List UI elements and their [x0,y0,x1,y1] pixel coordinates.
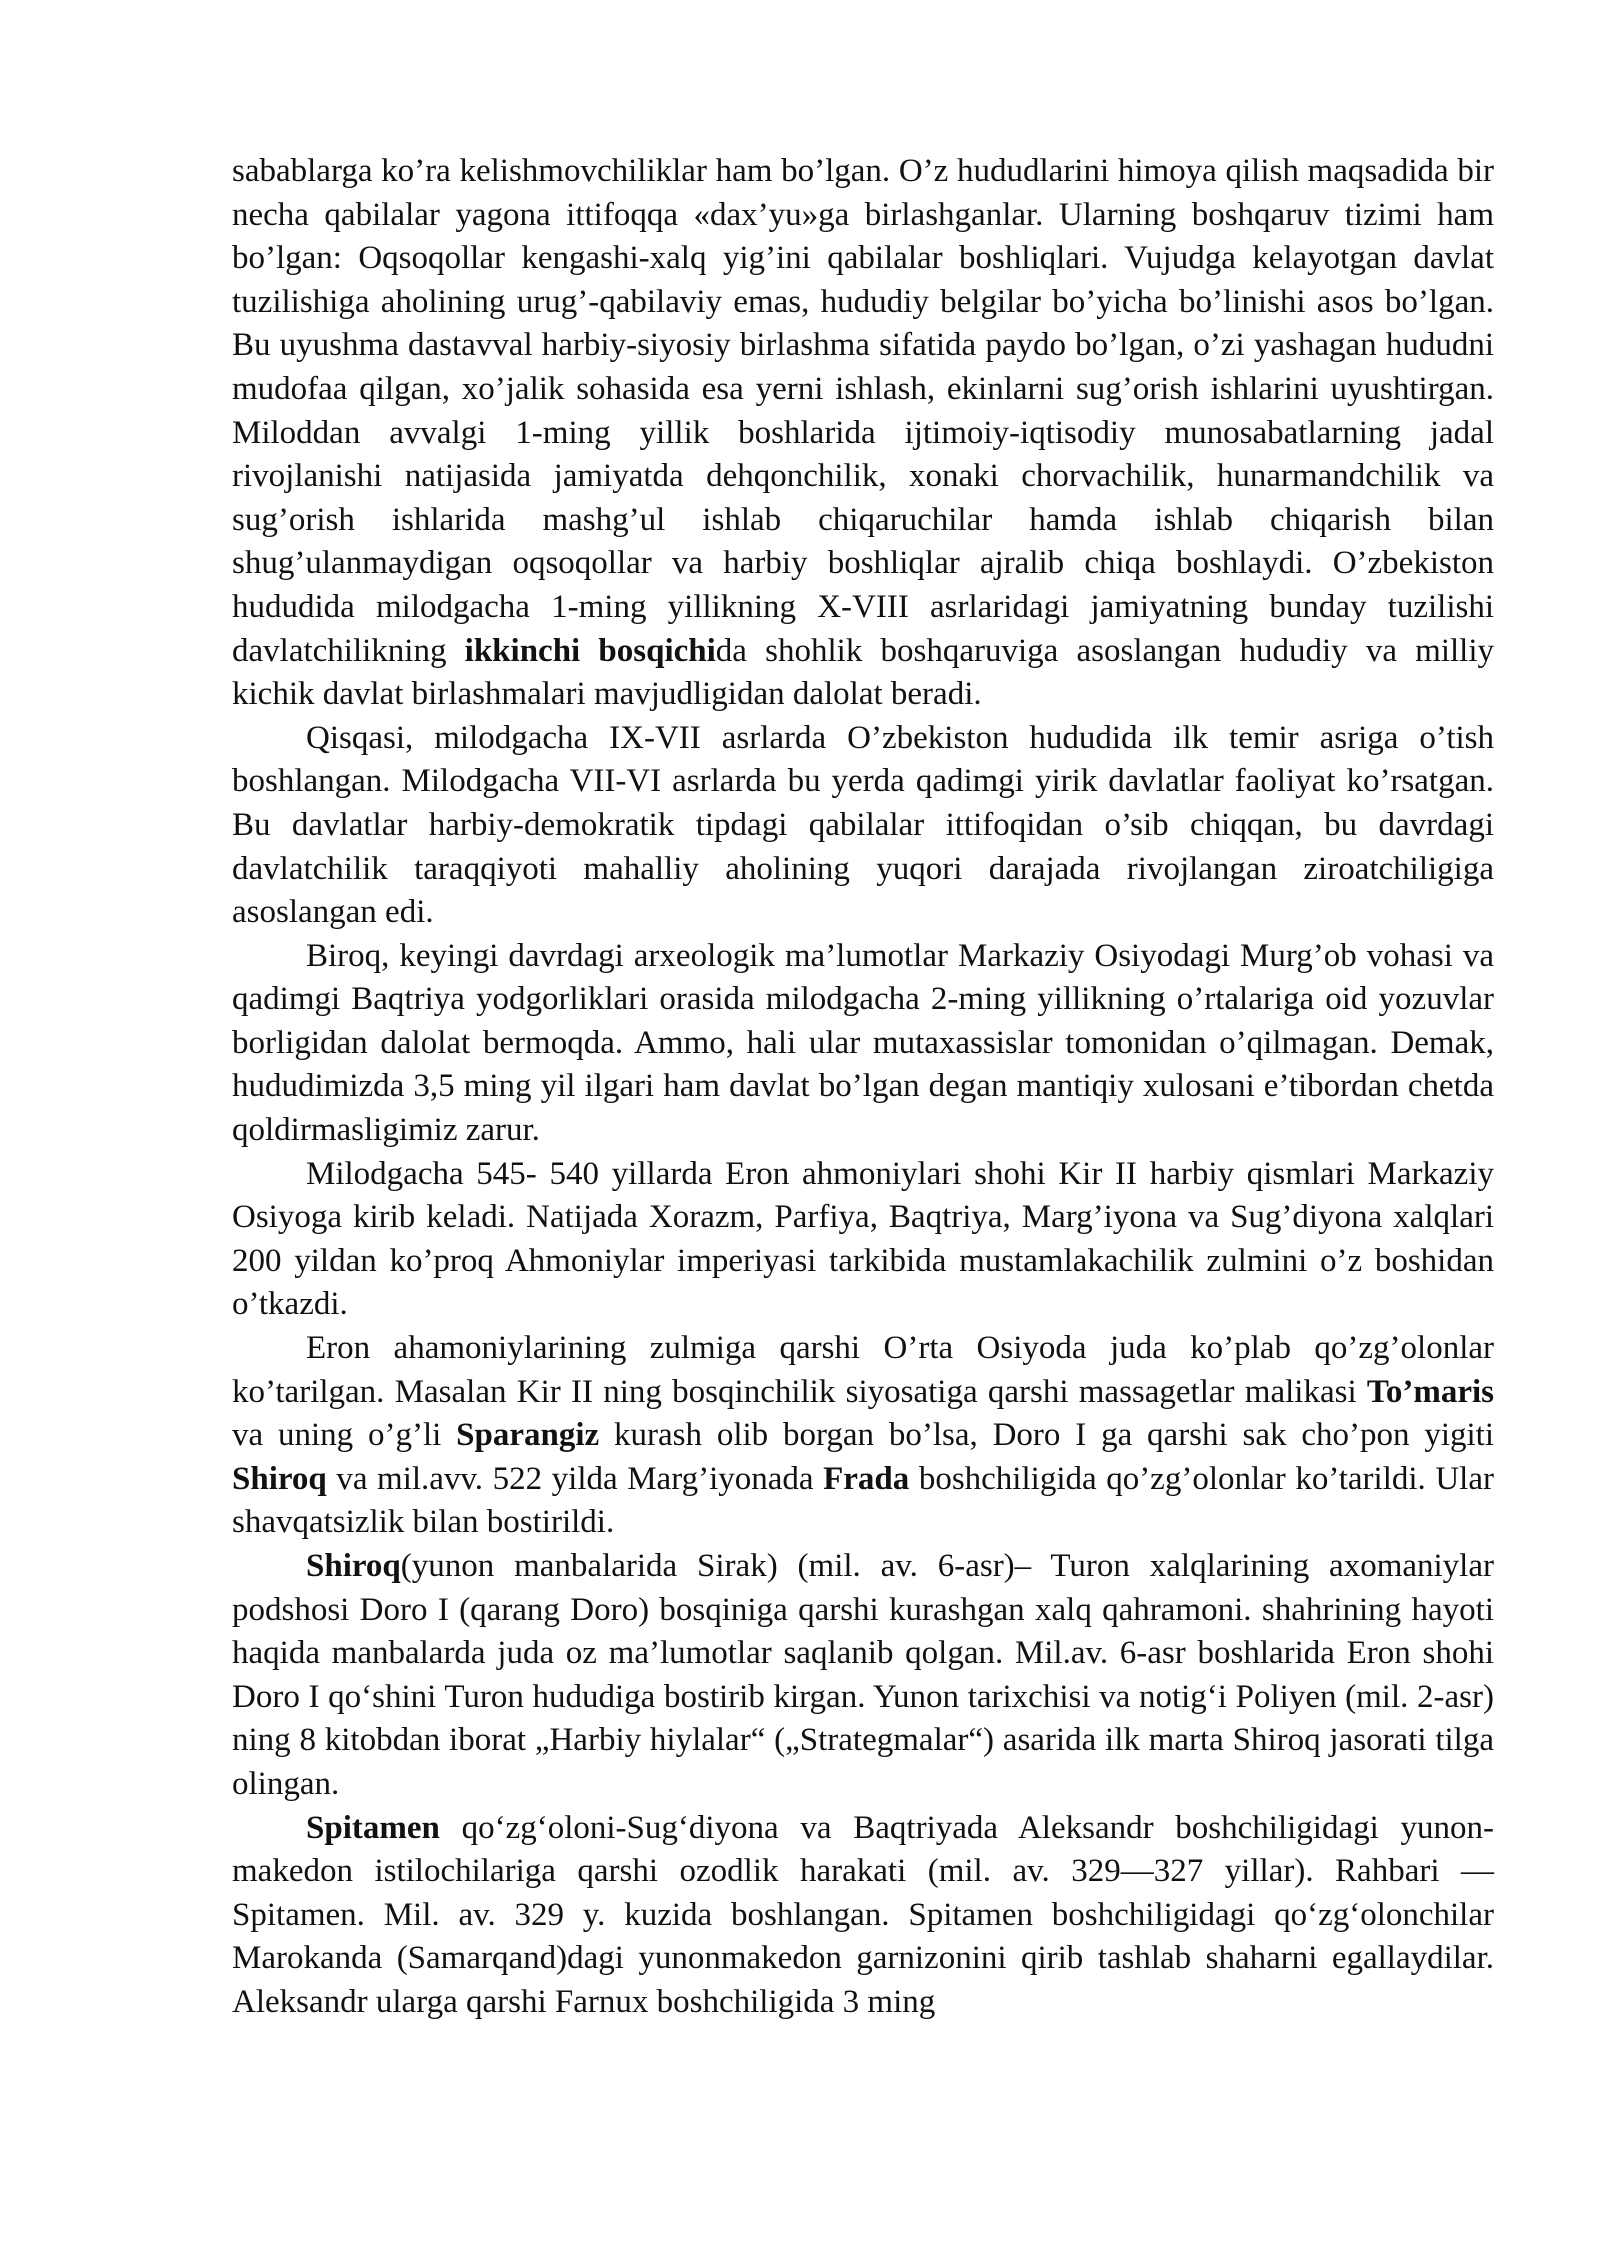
paragraph-4 [232,1153,1494,1327]
paragraph-7-text: qo‘zg‘oloni-Sug‘diyona va Baqtriyada Aleksandr boshchiligidagi yunon-makedon istilochilariga qarshi ozodlik harakati (mil. av. 329—327 yillar). Rahbari — Spitamen. Mil. av. 329 y. kuzida boshlangan. Spitamen boshchiligidagi qo‘zg‘olonchilar Marokanda (Samarqand)dagi yunonmakedon garnizonini qirib tashlab shaharni egallaydilar. Aleksandr ularga qarshi Farnux boshchiligida 3 ming [232,1809,1494,2020]
paragraph-5-text-3: kurash olib borgan bo’lsa, Doro I ga qarshi sak cho’pon yigiti [599,1417,1494,1454]
paragraph-2 [232,717,1494,935]
paragraph-6-text: (yunon manbalarida Sirak) (mil. av. 6-asr)– Turon xalqlarining axomaniylar podshosi Doro I (qarang Doro) bosqiniga qarshi kurashgan xalq qahramoni. shahrining hayoti haqida manbalarda juda oz ma’lumotlar saqlanib qolgan. Mil.av. 6-asr boshlarida Eron shohi Doro I qo‘shini Turon hududiga bostirib kirgan. Yunon tarixchisi va notig‘i Poliyen (mil. 2-asr) ning 8 kitobdan iborat „Harbiy hiylalar“ („Strategmalar“) asarida ilk marta Shiroq jasorati tilga olingan. [232,1548,1494,1802]
paragraph-3 [232,935,1494,1153]
term-ikkinchi-bosqichi: ikkinchi bosqichi [464,632,716,669]
document-page [232,150,1494,2025]
paragraph-4-text: Milodgacha 545- 540 yillarda Eron ahmoniylari shohi Kir II harbiy qismlari Markaziy Osiyoga kirib keladi. Natijada Xorazm, Parfiya, Baqtriya, Marg’iyona va Sug’diyona xalqlari 200 yildan ko’proq Ahmoniylar imperiyasi tarkibida mustamlakachilik zulmini o’z boshidan o’tkazdi. [232,1155,1494,1323]
paragraph-5-text: Eron ahamoniylarining zulmiga qarshi O’rta Osiyoda juda ko’plab qo’zg’olonlar ko’tarilgan. Masalan Kir II ning bosqinchilik siyosatiga qarshi massagetlar malikasi [232,1330,1494,1410]
paragraph-6 [232,1545,1494,1807]
name-sparangiz: Sparangiz [456,1417,600,1454]
heading-spitamen: Spitamen [306,1809,440,1846]
heading-shiroq: Shiroq [306,1548,401,1584]
paragraph-5-text-5: boshchiligida qo’zg’olonlar ko’tarildi. Ular shavqatsizlik bilan bostirildi. [232,1460,1494,1541]
paragraph-1 [232,150,1494,717]
paragraph-1-text-end: da shohlik boshqaruviga asoslangan hududiy va milliy kichik davlat birlashmalari mavjudligidan dalolat beradi. [232,632,1495,713]
paragraph-1-text: sabablarga ko’ra kelishmovchiliklar ham bo’lgan. O’z hududlarini himoya qilish maqsadida bir necha qabilalar yagona ittifoqqa «dax’yu»ga birlashganlar. Ularning boshqaruv tizimi ham bo’lgan: Oqsoqollar kengashi-xalq yig’ini qabilalar boshliqlari. Vujudga kelayotgan davlat tuzilishiga aholining urug’-qabilaviy emas, hududiy belgilar bo’yicha bo’linishi asos bo’lgan. Bu uyushma dastavval harbiy-siyosiy birlashma sifatida paydo bo’lgan, o’zi yashagan hududni mudofaa qilgan, xo’jalik sohasida esa yerni ishlash, ekinlarni sug’orish ishlarini uyushtirgan. Miloddan avvalgi 1-ming yillik boshlarida ijtimoiy-iqtisodiy munosabatlarning jadal rivojlanishi natijasida jamiyatda dehqonchilik, xonaki chorvachilik, hunarmandchilik va sug’orish ishlarida mashg’ul ishlab chiqaruchilar hamda ishlab chiqarish bilan shug’ulanmaydigan oqsoqollar va harbiy boshliqlar ajralib chiqa boshlaydi. O’zbekiston hududida milodgacha 1-ming yillikning X-VIII asrlaridagi jamiyatning bunday tuzilishi davlatchilikning [232,153,1494,669]
paragraph-3-text: Biroq, keyingi davrdagi arxeologik ma’lumotlar Markaziy Osiyodagi Murg’ob vohasi va qadimgi Baqtriya yodgorliklari orasida milodgacha 2-ming yillikning o’rtalariga oid yozuvlar borligidan dalolat bermoqda. Ammo, hali ular mutaxassislar tomonidan o’qilmagan. Demak, hududimizda 3,5 ming yil ilgari ham davlat bo’lgan degan mantiqiy xulosani e’tibordan chetda qoldirmasligimiz zarur. [232,937,1494,1149]
paragraph-5-text-4: va mil.avv. 522 yilda Marg’iyonada [326,1460,824,1497]
paragraph-5 [232,1327,1494,1545]
paragraph-7 [232,1807,1494,2025]
paragraph-2-text: Qisqasi, milodgacha IX-VII asrlarda O’zbekiston hududida ilk temir asriga o’tish boshlangan. Milodgacha VII-VI asrlarda bu yerda qadimgi yirik davlatlar faoliyat ko’rsatgan. Bu davlatlar harbiy-demokratik tipdagi qabilalar ittifoqidan o’sib chiqqan, bu davrdagi davlatchilik taraqqiyoti mahalliy aholining yuqori darajada rivojlangan ziroatchiligiga asoslangan edi. [232,719,1494,931]
name-frada: Frada [823,1460,910,1497]
name-shiroq: Shiroq [232,1460,327,1497]
name-tomaris: To’maris [1366,1373,1494,1410]
paragraph-5-text-2: va uning o’g’li [232,1417,457,1454]
